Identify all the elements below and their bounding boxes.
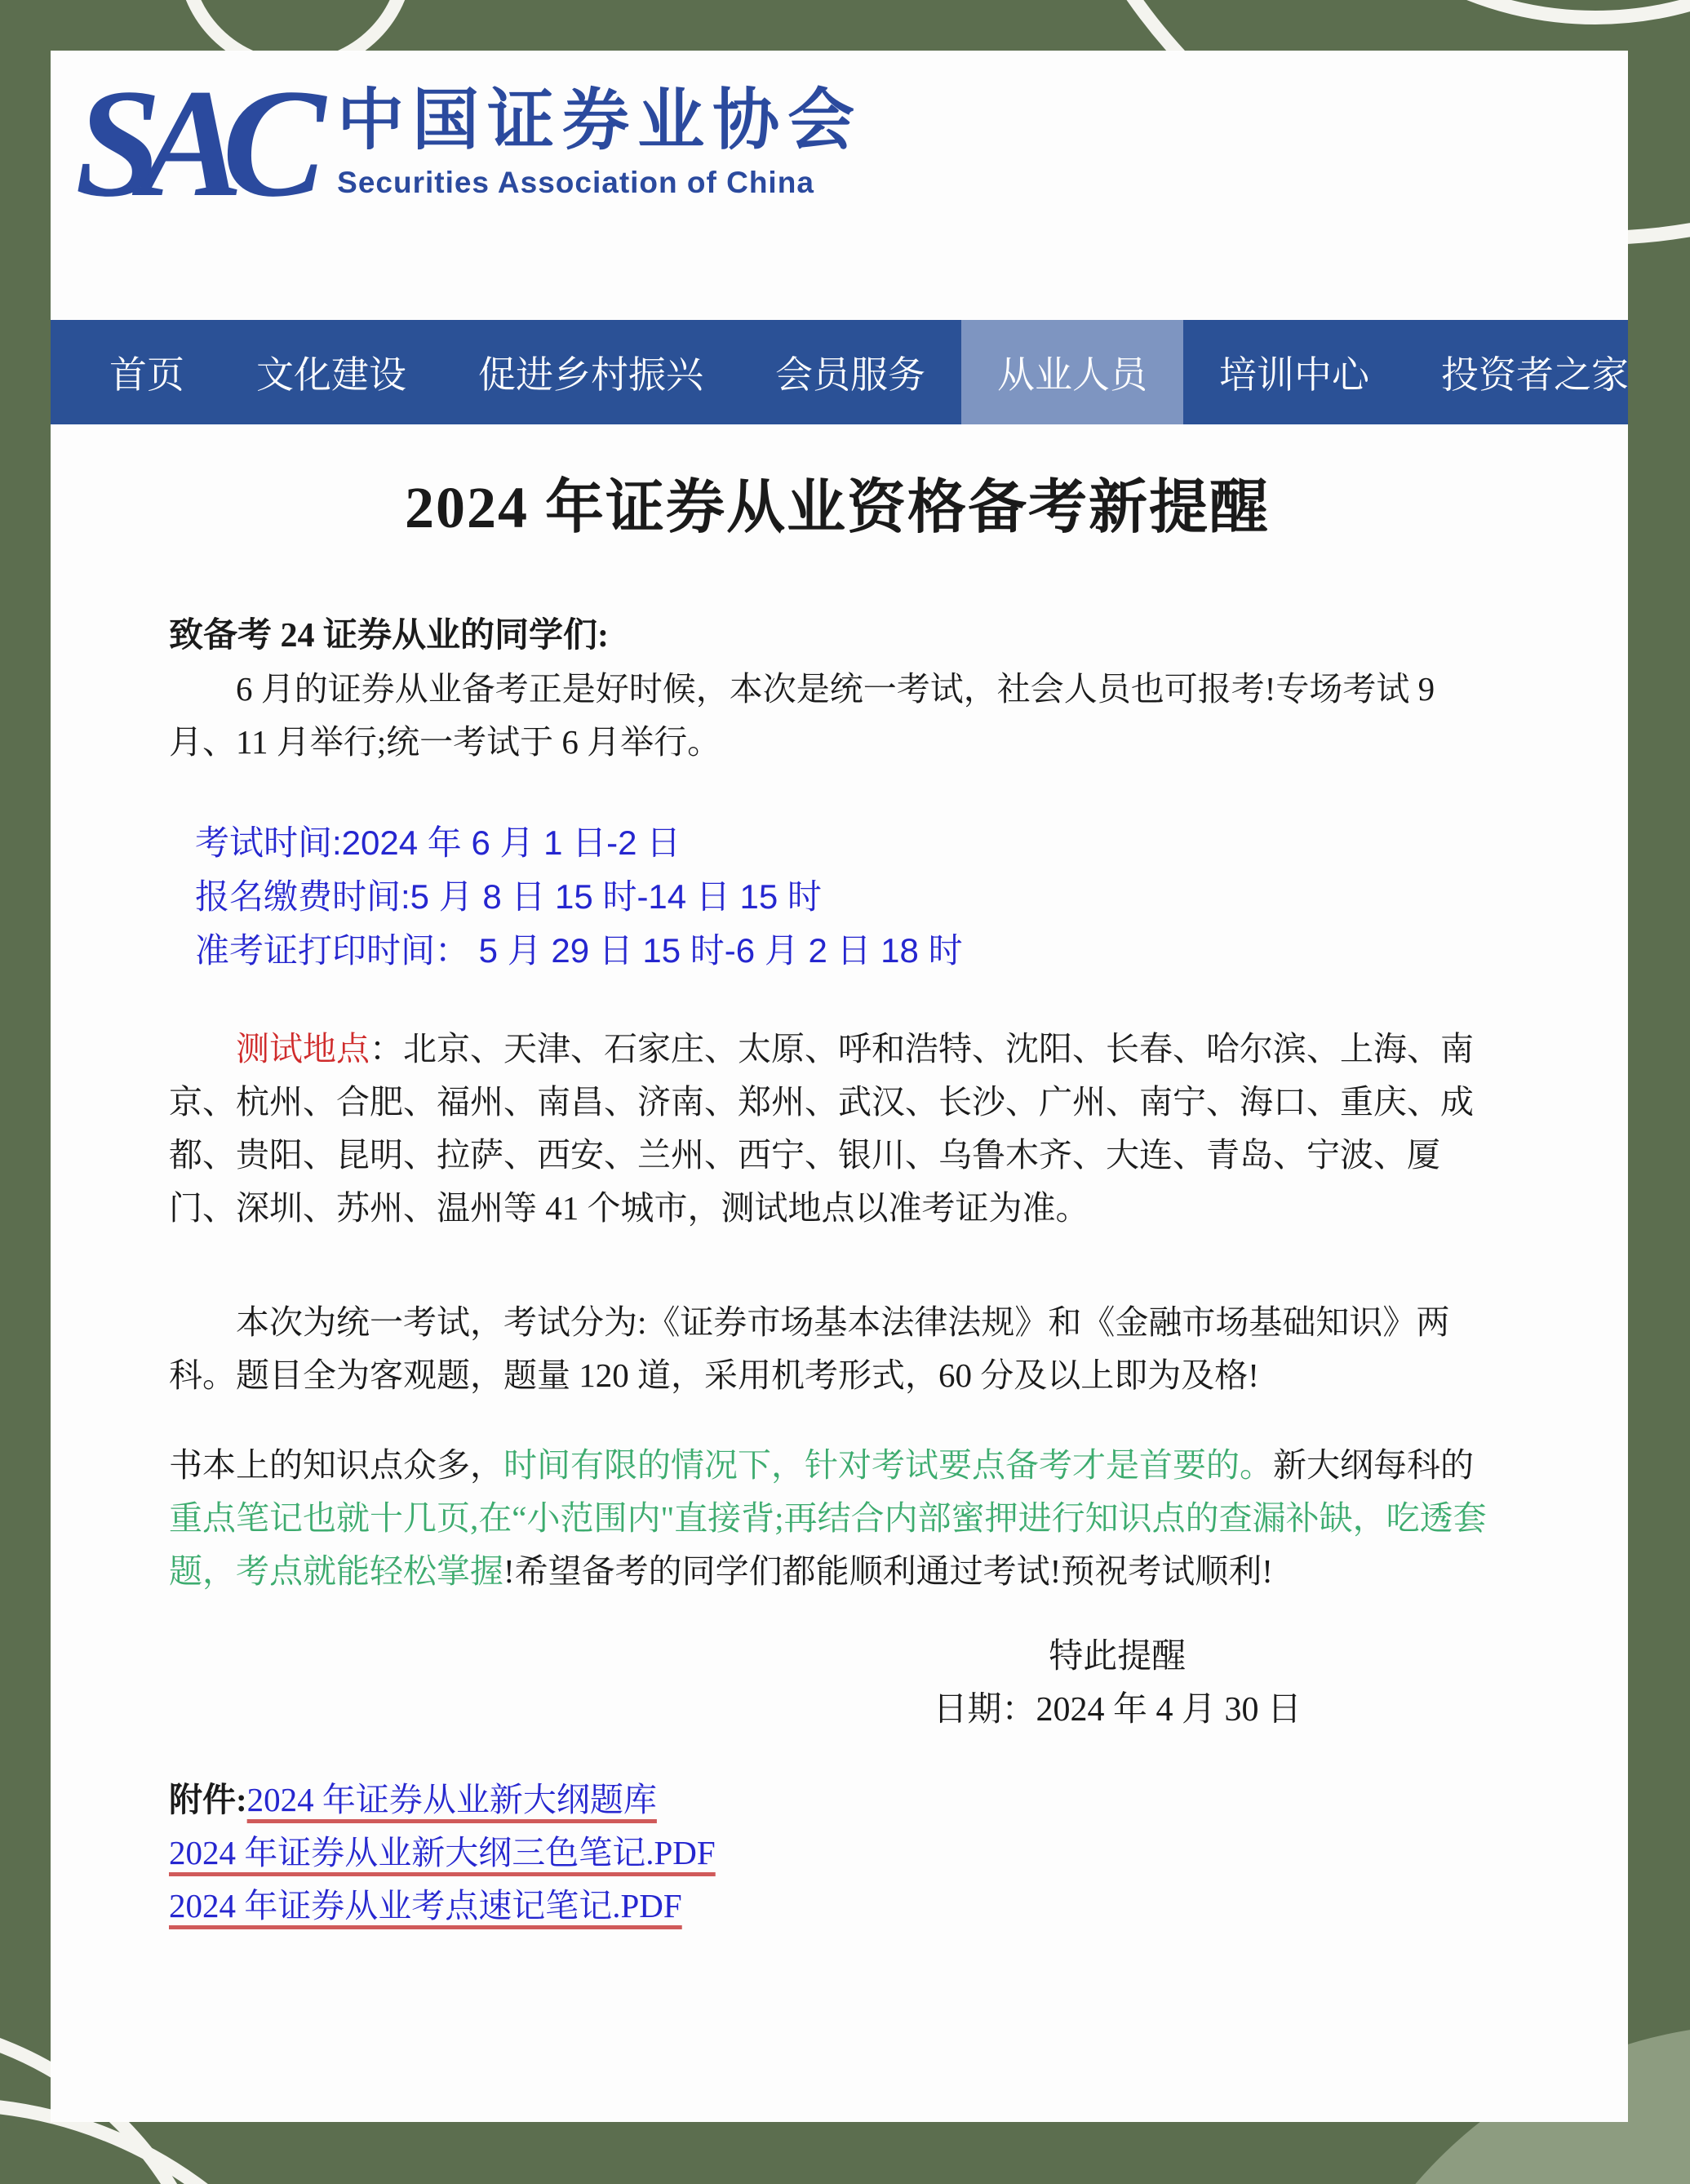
notice-content [51, 424, 1628, 1933]
attachment-link-tricolor-notes-pdf[interactable]: 2024 年证券从业新大纲三色笔记.PDF [169, 1834, 716, 1871]
attachment-link-question-bank[interactable]: 2024 年证券从业新大纲题库 [246, 1781, 657, 1818]
date-line: 日期：2024 年 4 月 30 日 [933, 1691, 1302, 1729]
attachment-link-quick-notes-pdf[interactable]: 2024 年证券从业考点速记笔记.PDF [169, 1887, 682, 1924]
nav-item-training-center[interactable]: 培训中心 [1219, 353, 1369, 396]
tips-segment-highlight: 重点笔记也就十几页,在“小范围内"直接背;再结合内部蜜押进行知识点的查漏补缺，吃透套题，考点就能轻松掌握 [169, 1499, 1487, 1590]
notice-card [51, 51, 1628, 2122]
page-title: 2024 年证券从业资格备考新提醒 [404, 475, 1270, 540]
attachments-block [169, 1773, 1506, 1933]
test-locations-paragraph [169, 1023, 1506, 1235]
nav-item-home[interactable]: 首页 [109, 353, 184, 396]
tips-segment: !希望备考的同学们都能顺利通过考试!预祝考试顺利! [503, 1552, 1273, 1590]
nav-item-culture[interactable]: 文化建设 [256, 353, 406, 396]
exam-format-paragraph: 本次为统一考试，考试分为:《证券市场基本法律法规》和《金融市场基础知识》两科。题目全为客观题，题量 120 道，采用机考形式，60 分及以上即为及格! [169, 1303, 1450, 1394]
sac-logo[interactable] [75, 58, 863, 229]
attachment-row [169, 1827, 1506, 1880]
tips-segment: 书本上的知识点众多， [169, 1446, 503, 1484]
intro-paragraph: 6 月的证券从业备考正是好时候，本次是统一考试，社会人员也可报考!专场考试 9 月、11 月举行;统一考试于 6 月举行。 [169, 670, 1435, 761]
sac-logo-acronym: SAC [75, 58, 305, 229]
exam-schedule-block [169, 816, 1506, 978]
nav-item-member-services[interactable]: 会员服务 [775, 353, 925, 396]
nav-item-practitioners[interactable]: 从业人员 [961, 320, 1183, 424]
attachment-row [169, 1880, 1506, 1933]
admission-ticket-print-time-line: 准考证打印时间： 5 月 29 日 15 时-6 月 2 日 18 时 [195, 931, 963, 970]
sac-logo-names [337, 62, 863, 202]
exam-time-line: 考试时间:2024 年 6 月 1 日-2 日 [195, 823, 681, 862]
registration-payment-time-line: 报名缴费时间:5 月 8 日 15 时-14 日 15 时 [195, 877, 822, 916]
attachments-label: 附件: [169, 1781, 247, 1818]
sac-logo-chinese-name: 中国证券业协会 [337, 83, 863, 158]
tips-segment-highlight: 时间有限的情况下，针对考试要点备考才是首要的。 [503, 1446, 1273, 1484]
nav-item-investor-home[interactable]: 投资者之家 [1441, 353, 1629, 396]
nav-item-rural-revitalization[interactable]: 促进乡村振兴 [478, 353, 703, 396]
sac-logo-english-name: Securities Association of China [337, 166, 814, 199]
main-navigation-bar [51, 320, 1628, 424]
attachment-row [169, 1773, 1506, 1827]
closing-line: 特此提醒 [1049, 1638, 1187, 1676]
salutation-line: 致备考 24 证券从业的同学们: [169, 617, 609, 655]
study-tips-paragraph [169, 1439, 1506, 1598]
tips-segment: 新大纲每科的 [1273, 1446, 1474, 1484]
test-locations-text: ：北京、天津、石家庄、太原、呼和浩特、沈阳、长春、哈尔滨、上海、南京、杭州、合肥、福州、南昌、济南、郑州、武汉、长沙、广州、南宁、海口、重庆、成都、贵阳、昆明、拉萨、西安、兰州、西宁、银川、乌鲁木齐、大连、青岛、宁波、厦门、深圳、苏州、温州等 41 个城市，测试地点以准考证为准。 [169, 1030, 1474, 1227]
closing-block [933, 1631, 1302, 1737]
test-locations-label: 测试地点 [236, 1030, 370, 1068]
